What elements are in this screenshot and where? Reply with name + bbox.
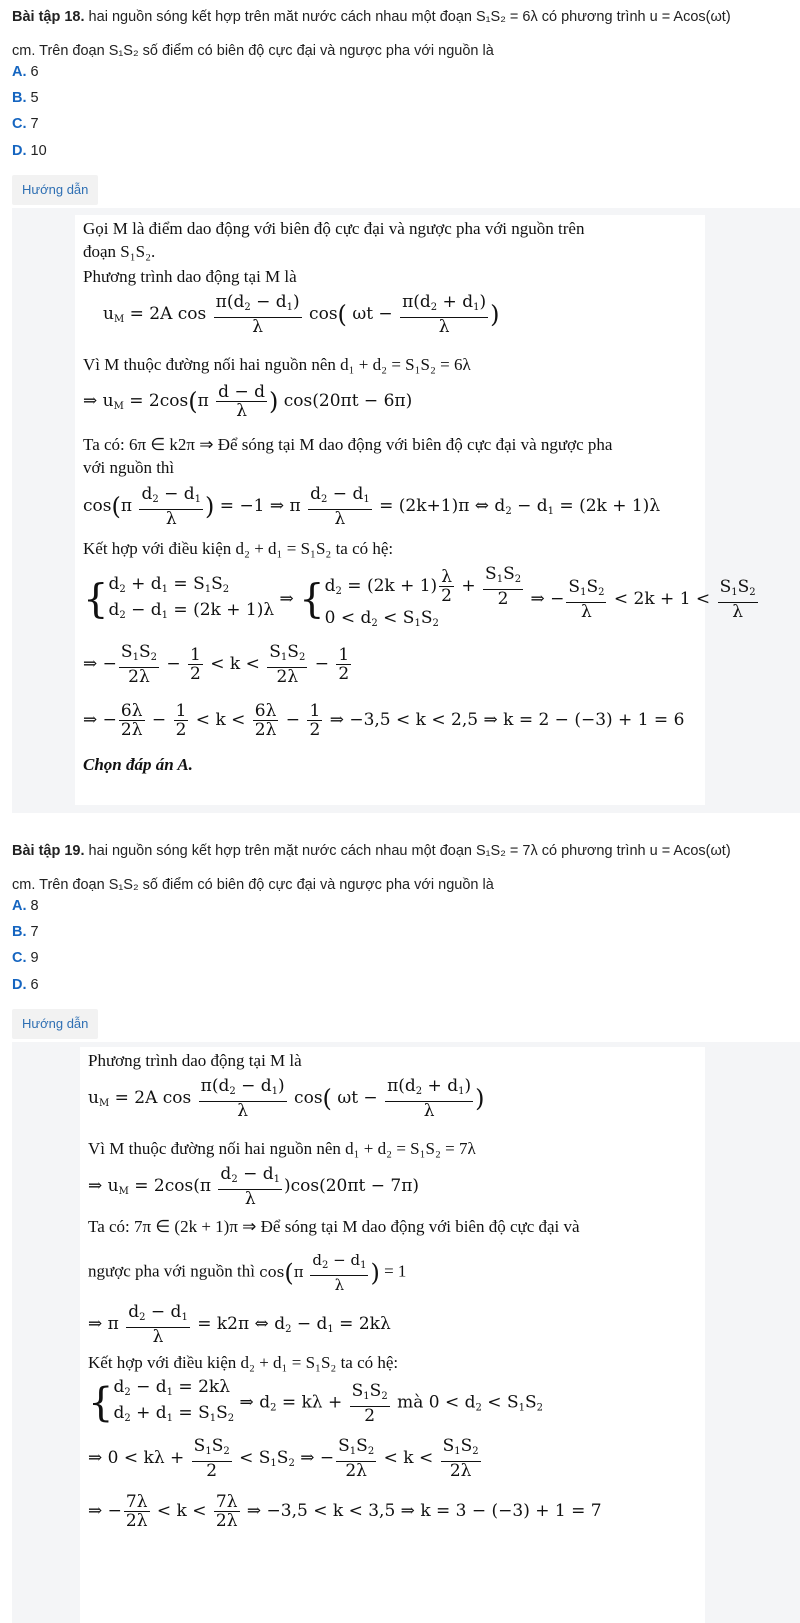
q19-sol-result: ⇒ −3,5 < k < 3,5 ⇒ k = 3 − (−3) + 1 = 7 [246, 1501, 602, 1521]
q19-option-c[interactable] [12, 948, 39, 968]
q19-sol-line: Ta có: 7π ∈ (2k + 1)π ⇒ Để sóng tại M dao động với biên độ cực đại và [88, 1217, 580, 1236]
q18-line1 [12, 0, 792, 34]
q18-sol-line: Ta có: 6π ∈ k2π ⇒ Để sóng tại M dao động với biên độ cực đại và ngược pha [83, 435, 613, 454]
q18-sol-answer: Chọn đáp án A. [83, 755, 193, 774]
q19-sol-eq-one: = 1 [379, 1261, 407, 1281]
q18-sol-line: Vì M thuộc đường nối hai nguồn nên d₁ + d₂ = S₁S₂ = 6λ [83, 355, 471, 374]
q19-hint-tab[interactable]: Hướng dẫn [12, 1009, 98, 1039]
q18-hint-tab[interactable]: Hướng dẫn [12, 175, 98, 205]
option-value: 6 [30, 977, 39, 993]
q19-sol-ineq-2: ⇒ − $\frac{7\lambda}{2\lambda}$ < k < $\frac{7\lambda}{2\lambda}$ ⇒ −3,5 < k < 3,5 ⇒ k = 3 − (−3) + 1 = 7 [88, 1492, 602, 1531]
q18-sol-line: đoạn S₁S₂. [83, 242, 156, 261]
q18-solution-image [75, 215, 756, 805]
q18-sol-line: với nguồn thì [83, 458, 175, 477]
q18-sol-line: Kết hợp với điều kiện d₂ + d₁ = S₁S₂ ta có hệ: [83, 539, 394, 558]
q18-option-c[interactable] [12, 114, 39, 134]
q19-sol-line: Kết hợp với điều kiện d₂ + d₁ = S₁S₂ ta có hệ: [88, 1353, 399, 1372]
q19-line1 [12, 834, 792, 868]
q19-sol-line: Vì M thuộc đường nối hai nguồn nên d₁ + d₂ = S₁S₂ = 7λ [88, 1139, 476, 1158]
option-label: A. [12, 64, 27, 80]
q19-sol-line: Phương trình dao động tại M là [88, 1051, 302, 1070]
q18-sol-system: {$d_2 + d_1 = S_1S_2$ $d_2 - d_1 = (2k + 1)\lambda$ ⇒ {$d_2 = (2k + 1)$ $\frac{\lambda}{2}$ + $\frac{S_1S_2}{2}$ $0 < d_2 < S_1S_2$ ⇒ − $\frac{S_1S_2}{\lambda}$ < 2k + 1 < $\frac{S_1S_2}{\lambda}$ [83, 564, 756, 629]
q19-title: Bài tập 19. [12, 843, 85, 859]
option-label: C. [12, 116, 27, 132]
q19-sol-ineq-1: ⇒ 0 < kλ + $\frac{S_1S_2}{2}$ < $S_1S_2$ ⇒ − $\frac{S_1S_2}{2\lambda}$ < k < $\frac{S_1S_2}{2\lambda}$ [88, 1436, 479, 1481]
option-label: D. [12, 143, 27, 159]
q19-sol-formula-3: ⇒ π $\frac{d_2 - d_1}{\lambda}$ = k2π ⇔ $d_2 - d_1 = 2k\lambda$ [88, 1302, 391, 1347]
q18-option-d[interactable] [12, 141, 47, 161]
option-value: 8 [30, 898, 39, 914]
q19-sol-system: {$d_2 - d_1 = 2k\lambda$ $d_2 + d_1 = S_1S_2$ ⇒ $d_2 = k\lambda$ + $\frac{S_1S_2}{2}$ mà $0 < d_2 < S_1S_2$ [88, 1377, 544, 1426]
q19-option-a[interactable] [12, 896, 39, 916]
q18-sol-ineq-1: ⇒ − $\frac{S_1S_2}{2\lambda}$ − $\frac{1}{2}$ < k < $\frac{S_1S_2}{2\lambda}$ − $\frac{1}{2}$ [83, 642, 350, 687]
q18-sol-line: Phương trình dao động tại M là [83, 267, 297, 286]
option-label: A. [12, 898, 27, 914]
option-label: B. [12, 924, 27, 940]
q18-option-a[interactable] [12, 62, 39, 82]
q18-sol-ineq-2: ⇒ − $\frac{6\lambda}{2\lambda}$ − $\frac{1}{2}$ < k < $\frac{6\lambda}{2\lambda}$ − $\frac{1}{2}$ ⇒ −3,5 < k < 2,5 ⇒ k = 2 − (−3) + 1 = 6 [83, 701, 685, 740]
q19-line2: cm. Trên đoạn S₁S₂ số điểm có biên độ cực đại và ngược pha với nguồn là [12, 877, 494, 893]
q19-question [12, 834, 792, 902]
q18-line1-text: hai nguồn sóng kết hợp trên măt nước cách nhau một đoạn S₁S₂ = 6λ có phương trình u = Acos(ωt) [84, 9, 731, 25]
option-label: D. [12, 977, 27, 993]
option-value: 5 [30, 90, 39, 106]
option-value: 10 [30, 143, 47, 159]
q19-solution-image [80, 1047, 705, 1623]
q19-line1-text: hai nguồn sóng kết hợp trên mặt nước cách nhau một đoạn S₁S₂ = 7λ có phương trình u = Acos(ωt) [84, 843, 731, 859]
q18-sol-formula-3: cos(π $\frac{d_2 - d_1}{\lambda}$ ) = −1 ⇒ π $\frac{d_2 - d_1}{\lambda}$ = (2k+1)π ⇔ $d_2 - d_1 = (2k + 1)\lambda$ [83, 484, 661, 529]
q19-sol-line6-text: ngược pha với nguồn thì [88, 1261, 255, 1281]
q19-option-d[interactable] [12, 975, 39, 995]
option-label: B. [12, 90, 27, 106]
option-value: 9 [30, 950, 39, 966]
q19-option-b[interactable] [12, 922, 39, 942]
q18-line2: cm. Trên đoạn S₁S₂ số điểm có biên độ cực đại và ngược pha với nguồn là [12, 43, 494, 59]
option-value: 7 [30, 116, 39, 132]
q18-sol-formula-2: ⇒ $u_M = 2\cos(\pi$ $\frac{d - d}{\lambda}$ ) cos(20πt − 6π) [83, 382, 413, 421]
option-value: 6 [30, 64, 39, 80]
option-label: C. [12, 950, 27, 966]
q18-sol-result: ⇒ −3,5 < k < 2,5 ⇒ k = 2 − (−3) + 1 = 6 [329, 710, 685, 730]
q19-sol-line-6: ngược pha với nguồn thì cos(π $\frac{d_2 - d_1}{\lambda}$ ) = 1 [88, 1251, 407, 1294]
q18-option-b[interactable] [12, 88, 39, 108]
q19-sol-formula-2: ⇒ $u_M = 2\cos(\pi$ $\frac{d_2 - d_1}{\lambda}$ )cos(20πt − 7π) [88, 1164, 420, 1209]
q19-sol-formula-um: $u_M = 2A$ cos $\frac{\pi(d_2 - d_1)}{\lambda}$ cos( ωt − $\frac{\pi(d_2 + d_1)}{\lambda}$ ) [88, 1076, 485, 1121]
q18-sol-formula-um: $u_M = 2A$ cos $\frac{\pi(d_2 - d_1)}{\lambda}$ cos( ωt − $\frac{\pi(d_2 + d_1)}{\lambda}$ ) [103, 292, 500, 337]
q18-sol-line: Gọi M là điểm dao động với biên độ cực đại và ngược pha với nguồn trên [83, 219, 585, 238]
option-value: 7 [30, 924, 39, 940]
q18-question [12, 0, 792, 68]
q18-title: Bài tập 18. [12, 9, 85, 25]
